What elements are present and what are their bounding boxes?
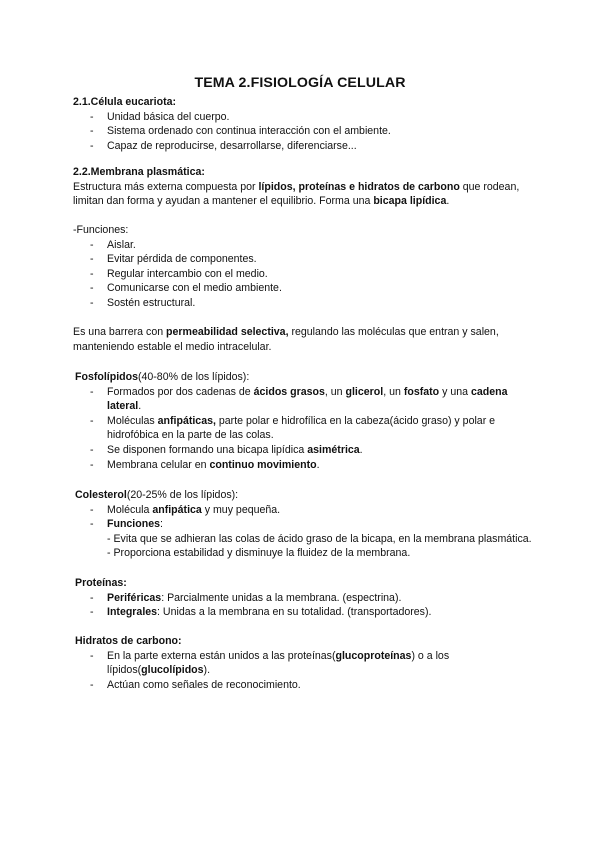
list-item: - Regular intercambio con el medio. [73, 267, 533, 282]
list-item: - Membrana celular en continuo movimiento. [73, 458, 535, 473]
list-item: - Moléculas anfipáticas, parte polar e hidrofílica en la cabeza(ácido graso) y polar e hidrofóbica en la parte de las colas. [73, 414, 535, 443]
section-fosfolipidos [75, 370, 535, 472]
list-item: - Comunicarse con el medio ambiente. [73, 281, 533, 296]
text-run: regulando las moléculas que entran y salen, manteniendo estable el medio intracelular. [73, 326, 499, 353]
text-run: . [446, 195, 450, 208]
section-heading: Proteínas: [75, 577, 127, 589]
list-item: - Formados por dos cadenas de ácidos grasos, un glicerol, un fosfato y una cadena lateral. [73, 385, 535, 414]
section-membrana-plasmatica [73, 165, 533, 209]
text-run: (20-25% de los lípidos): [126, 489, 239, 501]
text-run: (40-80% de los lípidos): [137, 371, 250, 383]
bullet-list [73, 503, 535, 532]
bold-run: Fosfolípidos [75, 371, 138, 383]
sub-item: - Evita que se adhieran las colas de ácido graso de la bicapa, en la membrana plasmática. [107, 532, 532, 545]
list-item: - Molécula anfipática y muy pequeña. [73, 503, 535, 518]
bullet-list [73, 110, 533, 154]
text-run: que rodean, limitan dan forma y ayudan a mantener el equilibrio. Forma una [73, 180, 520, 208]
bullet-list [73, 238, 533, 311]
list-item: - Integrales: Unidas a la membrana en su totalidad. (transportadores). [73, 605, 535, 620]
list-item: - Se disponen formando una bicapa lipídica asimétrica. [73, 443, 535, 458]
paragraph-intro [73, 180, 533, 209]
text-run: Es una barrera con [73, 326, 167, 338]
list-item: - Unidad básica del cuerpo. [73, 110, 533, 125]
paragraph-barrera [73, 325, 533, 354]
list-item: - Sostén estructural. [73, 296, 533, 311]
list-item: - Sistema ordenado con continua interacción con el ambiente. [73, 124, 533, 139]
list-item: - Funciones: [73, 517, 535, 532]
list-item: - Capaz de reproducirse, desarrollarse, diferenciarse... [73, 139, 533, 154]
section-hidratos [75, 634, 535, 692]
list-item: - Actúan como señales de reconocimiento. [73, 678, 535, 693]
section-funciones [73, 223, 533, 311]
section-colesterol [75, 488, 535, 561]
section-heading: 2.2.Membrana plasmática: [73, 166, 205, 178]
section-celula-eucariota [73, 95, 533, 153]
bold-run: Colesterol [75, 489, 127, 501]
funciones-label: -Funciones: [73, 224, 129, 236]
bullet-list [73, 649, 535, 693]
section-proteinas [75, 576, 535, 620]
bullet-list [73, 385, 535, 473]
bold-run: lípidos, proteínas e hidratos de carbono [258, 180, 460, 193]
list-item: - Evitar pérdida de componentes. [73, 252, 533, 267]
section-heading [75, 370, 535, 385]
bold-run: permeabilidad selectiva, [166, 326, 289, 338]
section-heading: 2.1.Célula eucariota: [73, 96, 177, 108]
bullet-list [73, 591, 535, 620]
section-heading: Hidratos de carbono: [75, 635, 182, 647]
sub-item: - Proporciona estabilidad y disminuye la fluidez de la membrana. [107, 547, 411, 560]
paragraph [73, 325, 533, 354]
list-item: - En la parte externa están unidos a las proteínas(glucoproteínas) o a los lípidos(glucolípidos). [73, 649, 535, 678]
page-title: TEMA 2.FISIOLOGÍA CELULAR [194, 75, 406, 91]
list-item: - Periféricas: Parcialmente unidas a la membrana. (espectrina). [73, 591, 535, 606]
section-heading [75, 488, 535, 503]
bold-run: bicapa lipídica [373, 195, 447, 208]
list-item: - Aislar. [73, 238, 533, 253]
text-run: Estructura más externa compuesta por [73, 180, 259, 193]
